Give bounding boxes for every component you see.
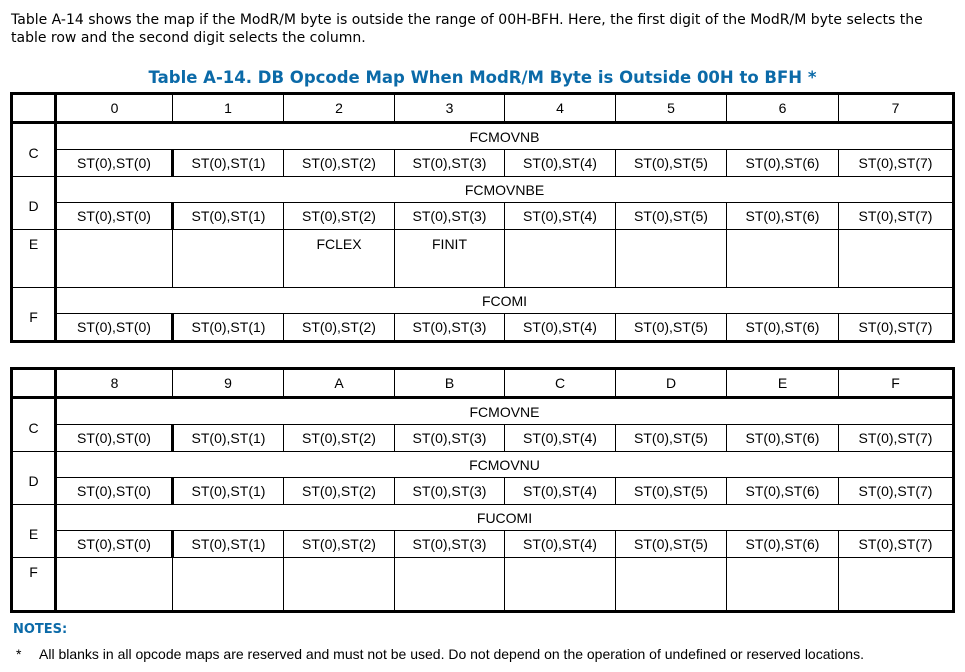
column-header: 9 (173, 369, 284, 398)
operand-cell: ST(0),ST(3) (395, 531, 505, 558)
intro-paragraph: Table A-14 shows the map if the ModR/M byte is outside the range of 00H-BFH. Here, the first digit of the ModR/M byte selects the table row and the second digit selects the column. (11, 12, 923, 46)
row-header: D (12, 452, 56, 505)
column-header: D (616, 369, 727, 398)
operand-cell: ST(0),ST(5) (616, 531, 727, 558)
opcode-map-table-2 (10, 367, 955, 613)
column-header: B (395, 369, 505, 398)
reserved-cell (505, 558, 616, 612)
operand-cell: ST(0),ST(6) (727, 425, 839, 452)
row-header: D (12, 177, 56, 230)
operand-cell: ST(0),ST(3) (395, 314, 505, 342)
reserved-cell (839, 558, 954, 612)
corner-cell (12, 94, 56, 123)
operand-cell: ST(0),ST(2) (284, 478, 395, 505)
instruction-cell: FCMOVNE (56, 398, 954, 425)
operand-cell: ST(0),ST(6) (727, 531, 839, 558)
row-header: C (12, 123, 56, 177)
instruction-cell: FCMOVNU (56, 452, 954, 478)
instruction-cell: FCOMI (56, 288, 954, 314)
operand-cell: ST(0),ST(6) (727, 150, 839, 177)
row-header: F (12, 288, 56, 342)
reserved-cell (173, 558, 284, 612)
operand-cell: ST(0),ST(0) (56, 203, 173, 230)
operand-cell: ST(0),ST(1) (173, 203, 284, 230)
footnote (16, 646, 864, 662)
operand-cell: ST(0),ST(5) (616, 150, 727, 177)
column-header: 6 (727, 94, 839, 123)
operand-cell: ST(0),ST(7) (839, 425, 954, 452)
operand-cell: ST(0),ST(1) (173, 150, 284, 177)
row-header: F (12, 558, 56, 612)
row-header: E (12, 505, 56, 558)
column-header: 7 (839, 94, 954, 123)
column-header: 5 (616, 94, 727, 123)
column-header: C (505, 369, 616, 398)
instruction-cell: FCLEX (284, 230, 395, 288)
operand-cell: ST(0),ST(2) (284, 150, 395, 177)
opcode-map-table-1 (10, 92, 955, 343)
reserved-cell (839, 230, 954, 288)
reserved-cell (727, 230, 839, 288)
operand-cell: ST(0),ST(4) (505, 203, 616, 230)
column-header-row (12, 94, 954, 123)
operand-cell: ST(0),ST(3) (395, 203, 505, 230)
operand-cell: ST(0),ST(4) (505, 425, 616, 452)
operand-cell: ST(0),ST(7) (839, 150, 954, 177)
reserved-cell (56, 558, 173, 612)
reserved-cell (284, 558, 395, 612)
operand-cell: ST(0),ST(4) (505, 314, 616, 342)
operand-cell: ST(0),ST(4) (505, 531, 616, 558)
operand-cell: ST(0),ST(5) (616, 203, 727, 230)
row-header: E (12, 230, 56, 288)
operand-cell: ST(0),ST(1) (173, 314, 284, 342)
operand-cell: ST(0),ST(1) (173, 531, 284, 558)
operand-cell: ST(0),ST(0) (56, 314, 173, 342)
reserved-cell (616, 230, 727, 288)
operand-cell: ST(0),ST(2) (284, 531, 395, 558)
operand-cell: ST(0),ST(0) (56, 478, 173, 505)
operand-cell: ST(0),ST(5) (616, 314, 727, 342)
column-header: 2 (284, 94, 395, 123)
operand-cell: ST(0),ST(6) (727, 478, 839, 505)
column-header: 4 (505, 94, 616, 123)
column-header: 0 (56, 94, 173, 123)
operand-cell: ST(0),ST(7) (839, 203, 954, 230)
reserved-cell (173, 230, 284, 288)
operand-cell: ST(0),ST(0) (56, 531, 173, 558)
operand-cell: ST(0),ST(6) (727, 314, 839, 342)
operand-cell: ST(0),ST(3) (395, 425, 505, 452)
operand-cell: ST(0),ST(1) (173, 478, 284, 505)
column-header: F (839, 369, 954, 398)
operand-cell: ST(0),ST(6) (727, 203, 839, 230)
column-header: 8 (56, 369, 173, 398)
notes-heading: NOTES: (13, 622, 68, 637)
operand-cell: ST(0),ST(7) (839, 478, 954, 505)
column-header: 1 (173, 94, 284, 123)
instruction-cell: FCMOVNBE (56, 177, 954, 203)
operand-cell: ST(0),ST(2) (284, 425, 395, 452)
instruction-cell: FCMOVNB (56, 123, 954, 150)
reserved-cell (616, 558, 727, 612)
operand-cell: ST(0),ST(3) (395, 150, 505, 177)
instruction-cell: FINIT (395, 230, 505, 288)
operand-cell: ST(0),ST(2) (284, 314, 395, 342)
operand-cell: ST(0),ST(0) (56, 425, 173, 452)
operand-cell: ST(0),ST(4) (505, 150, 616, 177)
column-header: A (284, 369, 395, 398)
operand-cell: ST(0),ST(3) (395, 478, 505, 505)
table-caption: Table A-14. DB Opcode Map When ModR/M Byte is Outside 00H to BFH * (148, 68, 817, 87)
column-header: E (727, 369, 839, 398)
column-header-row (12, 369, 954, 398)
footnote-marker: * (16, 646, 22, 662)
reserved-cell (56, 230, 173, 288)
operand-cell: ST(0),ST(5) (616, 425, 727, 452)
operand-cell: ST(0),ST(0) (56, 150, 173, 177)
operand-cell: ST(0),ST(4) (505, 478, 616, 505)
reserved-cell (395, 558, 505, 612)
operand-cell: ST(0),ST(7) (839, 531, 954, 558)
footnote-text: All blanks in all opcode maps are reserved and must not be used. Do not depend on the operation of undefined or reserved locations. (39, 646, 864, 662)
operand-cell: ST(0),ST(5) (616, 478, 727, 505)
instruction-cell: FUCOMI (56, 505, 954, 531)
corner-cell (12, 369, 56, 398)
operand-cell: ST(0),ST(2) (284, 203, 395, 230)
operand-cell: ST(0),ST(7) (839, 314, 954, 342)
row-header: C (12, 398, 56, 452)
reserved-cell (727, 558, 839, 612)
reserved-cell (505, 230, 616, 288)
column-header: 3 (395, 94, 505, 123)
operand-cell: ST(0),ST(1) (173, 425, 284, 452)
